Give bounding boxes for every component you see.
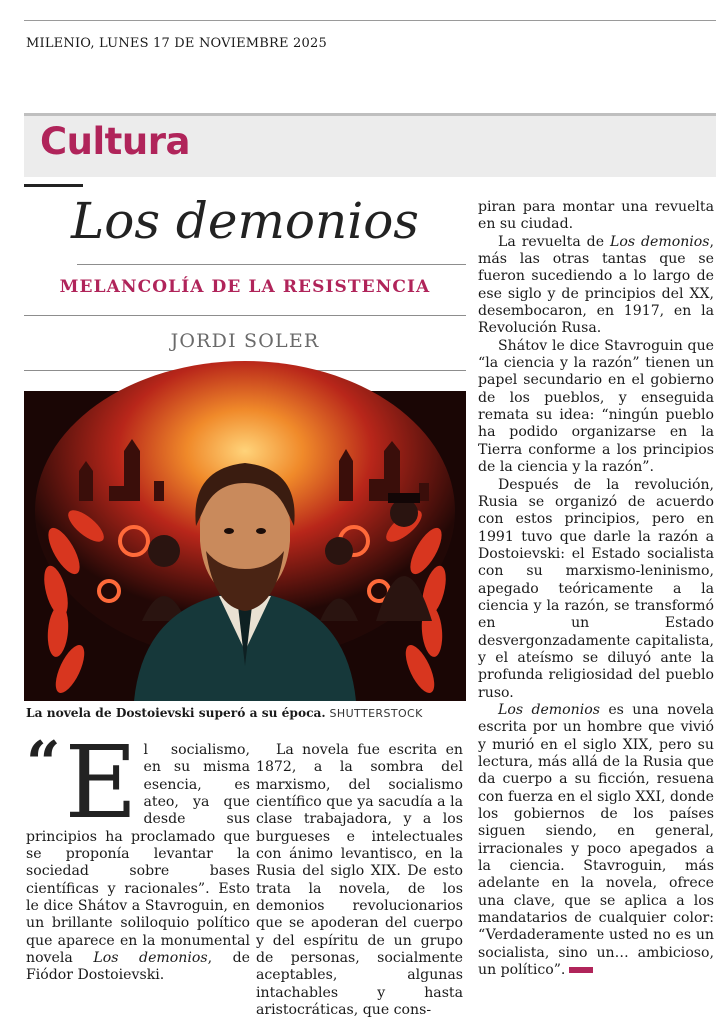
article-illustration [24, 391, 466, 701]
dateline: MILENIO, LUNES 17 DE NOVIEMBRE 2025 [26, 36, 327, 51]
article-byline: JORDI SOLER [170, 330, 320, 352]
paragraph-4: Shátov le dice Stavroguin que “la ciencia y la razón” tienen un papel secundario en el gobierno de los pueblos, y enseguida remata su idea: “ningún pueblo ha podido organizarse en la Tierra conforme a los principios de la ciencia y la razón”. [478, 337, 714, 476]
title-accent-bar [24, 184, 83, 187]
article-column-2 [256, 742, 463, 1019]
caption-text: La novela de Dostoievski superó a su época. [26, 706, 326, 720]
opening-quote-mark: “ [26, 729, 61, 799]
top-rule [24, 20, 716, 21]
paragraph-1: l socialismo, en su misma esencia, es ateo, ya que desde sus principios ha proclamado que se proponía levantar la sociedad sobre bases científicas y racionales”. Esto le dice Shátov a Stavroguin, en un brillante soliloquio político que aparece en la monumental novela Los demonios, de Fiódor Dostoievski. [26, 742, 250, 984]
paragraph-2-continued: piran para montar una revuelta en su ciudad. [478, 199, 714, 233]
kicker-rule [24, 315, 466, 316]
article-column-1 [26, 724, 250, 985]
dostoievski-portrait-illustration [24, 391, 466, 701]
article-column-3 [478, 199, 714, 979]
paragraph-3: La revuelta de Los demonios, más las otras tantas que se fueron sucediendo a lo largo de ese siglo y de principios del XX, desembocaron, en 1917, en la Revolución Rusa. [478, 233, 714, 337]
article-kicker: MELANCOLÍA DE LA RESISTENCIA [59, 277, 431, 297]
drop-cap: E [64, 724, 138, 841]
paragraph-6: Los demonios es una novela escrita por un hombre que vivió y murió en el siglo XIX, pero su lectura, más allá de la Rusia que da cuerpo a su ficción, resuena con fuerza en el siglo XXI, donde los gobiernos de los países siguen siendo, en general, irracionales y poco apegados a la ciencia. Stavroguin, más adelante en la novela, ofrece una clave, que se aplica a los mandatarios de cualquier color: “Verdaderamente usted no es un socialista, sino un… ambicioso, un político”. [478, 701, 714, 979]
paragraph-2: La novela fue escrita en 1872, a la sombra del marxismo, del socialismo científico que ya sacudía a la clase trabajadora, y a los burgueses e intelectuales con ánimo levantisco, en la Rusia del siglo XIX. De esto trata la novela, de los demonios revolucionarios que se apoderan del cuerpo y del espíritu de un grupo de personas, socialmente aceptables, algunas intachables y hasta aristocráticas, que cons- [256, 742, 463, 1019]
paragraph-5: Después de la revolución, Rusia se organizó de acuerdo con estos principios, pero en 1991 tuvo que darle la razón a Dostoievski: el Estado socialista con su marxismo-leninismo, apegado teóricamente a la ciencia y la razón, se transformó en un Estado desvergonzadamente capitalista, y el ateísmo se diluyó ante la profunda religiosidad del pueblo ruso. [478, 476, 714, 701]
photo-credit: SHUTTERSTOCK [329, 707, 423, 720]
article-title: Los demonios [71, 192, 419, 250]
title-rule [77, 264, 466, 265]
end-mark-icon [569, 967, 593, 973]
photo-caption [26, 706, 423, 720]
section-title: Cultura [40, 120, 190, 163]
